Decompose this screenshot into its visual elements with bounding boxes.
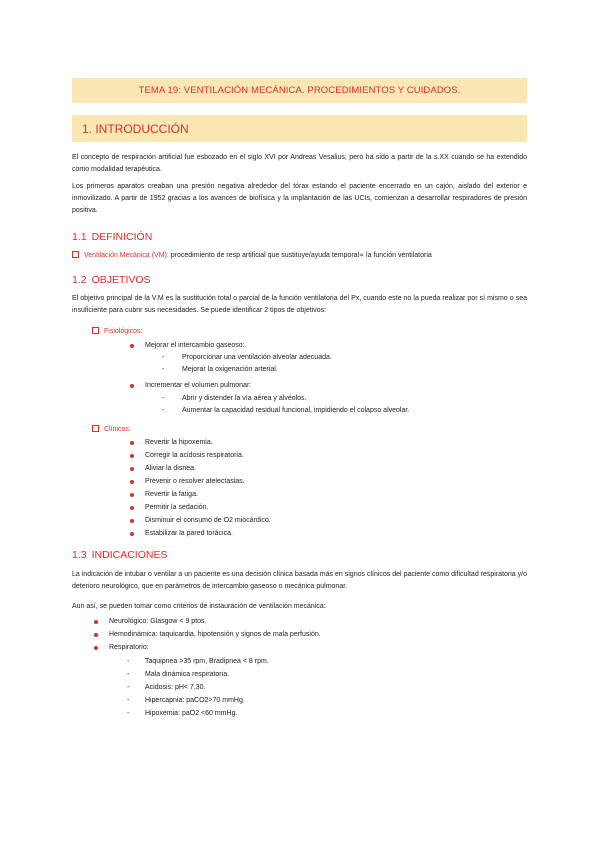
bullet-icon (130, 532, 134, 536)
list-item: Revertir la hipoxemia. (145, 439, 213, 446)
list-item: Mejorar el intercambio gaseoso: (145, 342, 245, 349)
dash-icon: - (127, 697, 130, 704)
bullet-icon (130, 344, 134, 348)
dash-icon: - (162, 366, 165, 373)
definition-term: Ventilación Mecánica (VM): (84, 252, 169, 259)
bullet-icon (130, 384, 134, 388)
heading-number: 1.2 (72, 274, 87, 286)
list-item: Corregir la acidosis respiratoria. (145, 452, 244, 459)
checkbox-icon (92, 425, 99, 432)
list-item: Disminuir el consumo de O2 miocárdico. (145, 517, 271, 524)
clinicos-label: Clínicos: (92, 425, 131, 435)
bullet-icon (130, 493, 134, 497)
fisiologicos-label: Fisiológicos: (92, 327, 143, 337)
bullet-icon (130, 480, 134, 484)
list-item: Estabilizar la pared torácica. (145, 530, 233, 537)
list-item: Permitir la sedación. (145, 504, 209, 511)
sub-list-item: Acidosis: pH< 7,30. (145, 684, 206, 691)
list-item: Incrementar el volumen pulmonar: (145, 382, 252, 389)
heading-number: 1.1 (72, 231, 87, 243)
sub-list-item: Taquipnea >35 rpm, Bradipnea < 8 rpm. (145, 658, 269, 665)
list-item: Hemodinámica: taquicardia, hipotensión y signos de mala perfusión. (109, 631, 321, 638)
bullet-icon (94, 646, 98, 650)
sub-list-item: Abrir y distender la vía aérea y alvéolos. (182, 395, 307, 402)
dash-icon: - (127, 658, 130, 665)
section-banner-introduccion (72, 115, 527, 142)
heading-number: 1.3 (72, 549, 87, 561)
dash-icon: - (162, 395, 165, 402)
sub-list-item: Mala dinámica respiratoria. (145, 671, 230, 678)
sub-list-item: Aumentar la capacidad residual funcional, impidiendo el colapso alveolar. (182, 407, 410, 414)
bullet-icon (94, 633, 98, 637)
dash-icon: - (127, 710, 130, 717)
title-banner (72, 78, 527, 103)
sub-list-item: Hipoxemia: paO2 <60 mmHg. (145, 710, 238, 717)
bullet-icon (94, 620, 98, 624)
bullet-icon (130, 506, 134, 510)
list-item: Aliviar la disnea. (145, 465, 196, 472)
heading-indicaciones (72, 549, 167, 561)
page-title: TEMA 19: VENTILACIÓN MECÁNICA. PROCEDIMIENTOS Y CUIDADOS. (138, 85, 461, 96)
section-title: 1. INTRODUCCIÓN (82, 121, 189, 136)
checkbox-icon (72, 251, 79, 258)
definition-line (72, 251, 432, 261)
indicaciones-lead: Aun así, se pueden tomar como criterios de instauración de ventilación mecánica: (72, 603, 326, 610)
dash-icon: - (162, 407, 165, 414)
dash-icon: - (127, 671, 130, 678)
bullet-icon (130, 454, 134, 458)
intro-paragraph-1: El concepto de respiración artificial fue esbozado en el siglo XVI por Andreas Vesalius, pero ha sido a partir de la s.XX cuando se ha extendido como modalidad terapéutica. (72, 154, 527, 174)
list-item: Neurológico: Glasgow < 9 ptos. (109, 618, 207, 625)
dash-icon: - (162, 354, 165, 361)
indicaciones-paragraph: La indicación de intubar o ventilar a un paciente es una decisión clínica basada más en signos clínicos del paciente como dificultad respiratoria y/o deterioro neurológico, que en parámetros de intercambio gaseoso o mecánica pulmonar. (72, 571, 527, 591)
dash-icon: - (127, 684, 130, 691)
objetivos-paragraph: El objetivo principal de la V.M es la sustitución total o parcial de la función ventilatoria del Px, cuando este no la pueda realizar por sí mismo o sea insuficiente para cubrir sus necesidades. Se puede identificar 2 tipos de objetivos: (72, 295, 527, 315)
sub-list-item: Proporcionar una ventilación alveolar adecuada. (182, 354, 332, 361)
heading-text: DEFINICIÓN (91, 231, 153, 243)
definition-text: procedimiento de resp artificial que sustituye/ayuda temporal∝ la función ventilatoria (168, 252, 432, 259)
bullet-icon (130, 519, 134, 523)
bullet-icon (130, 467, 134, 471)
list-item: Revertir la fatiga. (145, 491, 198, 498)
list-item: Prevenir o resolver atelectasias. (145, 478, 245, 485)
bullet-icon (130, 441, 134, 445)
heading-text: OBJETIVOS (91, 274, 151, 286)
sub-list-item: Mejorar la oxigenación arterial. (182, 366, 278, 373)
sub-list-item: Hipercapnia: paCO2>70 mmHg. (145, 697, 245, 704)
intro-paragraph-2: Los primeros aparatos creaban una presión negativa alrededor del tórax estando el paciente encerrado en un cajón, aislado del exterior e inmovilizado. A partir de 1952 gracias a los avances de biofísica y la implantación de las UCIs, comienzan a desarrollar respiradores de presión positiva. (72, 183, 527, 215)
checkbox-icon (92, 327, 99, 334)
heading-definicion (72, 231, 152, 243)
heading-objetivos (72, 274, 151, 286)
list-item: Respiratorio: (109, 644, 149, 651)
heading-text: INDICACIONES (91, 549, 168, 561)
